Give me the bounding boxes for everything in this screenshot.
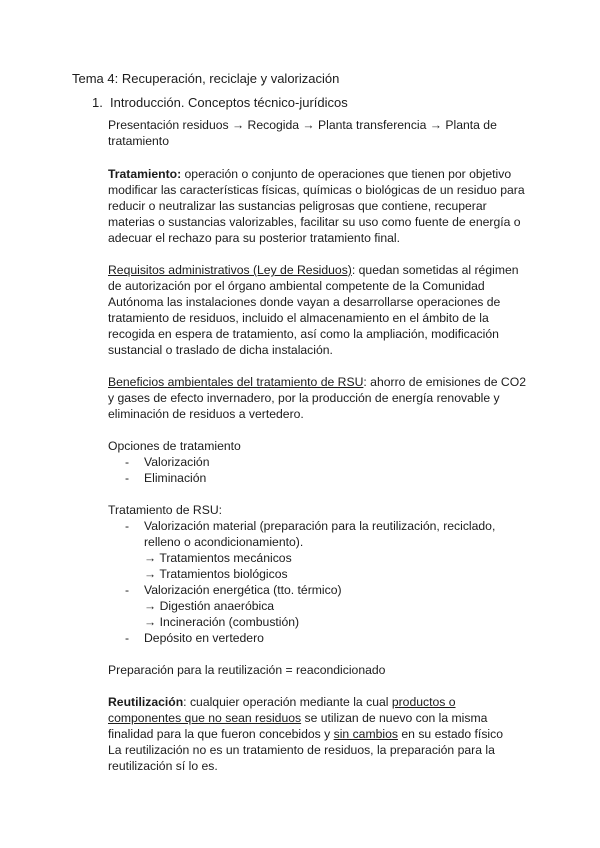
section-heading xyxy=(92,95,348,111)
flow-line-2: tratamiento xyxy=(108,134,169,148)
list-item-text: Depósito en vertedero xyxy=(144,631,264,645)
sub-item: → Incineración (combustión) xyxy=(144,615,300,629)
beneficios-line-2: y gases de efecto invernadero, por la producción de energía renovable y xyxy=(108,391,500,405)
bullet-dash: - xyxy=(125,455,130,469)
reutilizacion-line-4: La reutilización no es un tratamiento de residuos, la preparación para la xyxy=(108,743,495,757)
list-item xyxy=(125,454,209,470)
sub-item: → Tratamientos biológicos xyxy=(144,567,288,581)
beneficios-line-1 xyxy=(108,374,526,390)
underlined-text: sin cambios xyxy=(333,727,398,741)
list-item xyxy=(125,582,342,598)
section-number: 1. xyxy=(92,95,103,110)
rsu-heading: Tratamiento de RSU: xyxy=(108,503,223,517)
list-item-text: Valorización energética (tto. térmico) xyxy=(144,583,342,597)
reutilizacion-term: Reutilización xyxy=(108,695,184,709)
beneficios-term: Beneficios ambientales del tratamiento de RSU xyxy=(108,375,364,389)
requisitos-line-5: recogida en espera de tratamiento, así como la ampliación, modificación xyxy=(108,327,499,341)
requisitos-line-1 xyxy=(108,262,519,278)
tratamiento-line-3: reducir o neutralizar las sustancias peligrosas que contiene, recuperar xyxy=(108,199,487,213)
tratamiento-line-2: modificar las características físicas, químicas o biológicas de un residuo para xyxy=(108,183,525,197)
requisitos-line-4: tratamiento de residuos, incluido el almacenamiento en el ámbito de la xyxy=(108,311,489,325)
underlined-text: productos o xyxy=(391,695,456,709)
list-item-text: Eliminación xyxy=(144,471,207,485)
bullet-dash: - xyxy=(125,519,130,533)
reutilizacion-line-1 xyxy=(108,694,456,710)
beneficios-text: : ahorro de emisiones de CO2 xyxy=(363,375,526,389)
bullet-dash: - xyxy=(125,471,130,485)
underlined-text: componentes que no sean residuos xyxy=(108,711,302,725)
requisitos-line-6: sustancial o traslado de dicha instalación. xyxy=(108,343,333,357)
reutilizacion-text: en su estado físico xyxy=(397,727,503,741)
beneficios-line-3: eliminación de residuos a vertedero. xyxy=(108,407,304,421)
list-item-text: Valorización material (preparación para la reutilización, reciclado, xyxy=(144,519,496,533)
sub-item: → Tratamientos mecánicos xyxy=(144,551,292,565)
reutilizacion-line-5: reutilización sí lo es. xyxy=(108,759,218,773)
requisitos-term: Requisitos administrativos (Ley de Residuos) xyxy=(108,263,352,277)
list-item xyxy=(125,630,264,646)
tratamiento-text: operación o conjunto de operaciones que tienen por objetivo xyxy=(181,167,512,181)
section-title: Introducción. Conceptos técnico-jurídicos xyxy=(110,95,348,110)
tratamiento-line-1 xyxy=(108,166,511,182)
list-item-text: Valorización xyxy=(144,455,210,469)
tratamiento-term: Tratamiento: xyxy=(108,167,182,181)
bullet-dash: - xyxy=(125,583,130,597)
reutilizacion-line-3 xyxy=(108,726,503,742)
reutilizacion-text: se utilizan de nuevo con la misma xyxy=(301,711,488,725)
equivalencia-line: Preparación para la reutilización = reacondicionado xyxy=(108,663,386,677)
requisitos-line-2: de autorización por el órgano ambiental competente de la Comunidad xyxy=(108,279,485,293)
flow-line-1: Presentación residuos → Recogida → Planta transferencia → Planta de xyxy=(108,118,497,132)
requisitos-line-3: Autónoma las instalaciones donde vayan a desarrollarse operaciones de xyxy=(108,295,501,309)
tratamiento-line-4: materias o sustancias valorizables, facilitar su uso como fuente de energía o xyxy=(108,215,521,229)
document-title: Tema 4: Recuperación, reciclaje y valorización xyxy=(72,71,340,86)
opciones-heading: Opciones de tratamiento xyxy=(108,439,241,453)
reutilizacion-text: : cualquier operación mediante la cual xyxy=(183,695,392,709)
tratamiento-line-5: adecuar el rechazo para su posterior tratamiento final. xyxy=(108,231,400,245)
bullet-dash: - xyxy=(125,631,130,645)
reutilizacion-text: finalidad para la que fueron concebidos y xyxy=(108,727,334,741)
reutilizacion-line-2 xyxy=(108,710,487,726)
sub-item: → Digestión anaeróbica xyxy=(144,599,275,613)
list-item-continuation: relleno o acondicionamiento). xyxy=(144,535,304,549)
list-item xyxy=(125,470,206,486)
requisitos-text: : quedan sometidas al régimen xyxy=(351,263,519,277)
list-item xyxy=(125,518,495,534)
